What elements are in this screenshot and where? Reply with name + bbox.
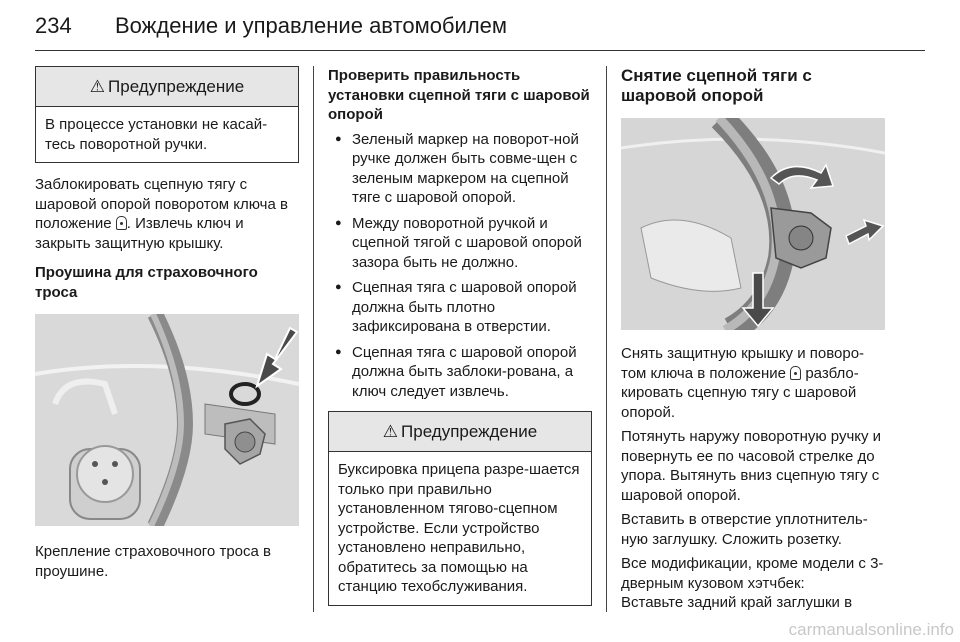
warning-heading: ⚠ Предупреждение: [329, 412, 591, 452]
warning-box: [35, 66, 299, 163]
check-item: ● Сцепная тяга с шаровой опорой должна быть заблоки-рована, а ключ следует извлечь.: [328, 343, 592, 402]
watermark: carmanualsonline.info: [788, 620, 954, 639]
check-heading: Проверить правильность установки сцепной тяги с шаровой опорой: [328, 67, 590, 123]
column-divider-1: [313, 66, 314, 612]
column-left: [35, 66, 299, 581]
removal-step-4: Все модификации, кроме модели с 3-дверным кузовом хэтчбек:: [621, 555, 884, 592]
check-list: [328, 130, 592, 402]
lock-instruction: Заблокировать сцепную тягу с шаровой опорой поворотом ключа в положение . Извлечь ключ и закрыть защитную крышку.: [35, 176, 288, 252]
key-unlock-icon: [790, 366, 801, 380]
column-right: [621, 66, 887, 613]
page-number: 234: [35, 13, 72, 38]
removal-illustration: [621, 118, 885, 330]
eyelet-figure: [35, 314, 299, 526]
eyelet-caption: Крепление страховочного троса в проушине.: [35, 543, 271, 580]
check-item: ● Сцепная тяга с шаровой опорой должна быть плотно зафиксирована в отверстии.: [328, 278, 592, 337]
removal-step-1: Снять защитную крышку и поворо-том ключа в положение разбло-кировать сцепную тягу с шаровой опорой.: [621, 345, 865, 421]
warning-triangle-icon: ⚠: [89, 76, 106, 96]
removal-section-title: Снятие сцепной тяги с шаровой опорой: [621, 66, 812, 105]
warning-heading: ⚠ Предупреждение: [36, 67, 298, 107]
check-item: ● Между поворотной ручкой и сцепной тягой с шаровой опорой зазора быть не должно.: [328, 214, 592, 273]
removal-step-2: Потянуть наружу поворотную ручку и повернуть ее по часовой стрелке до упора. Вытянуть вниз сцепную тягу с шаровой опорой.: [621, 428, 882, 504]
chapter-title: Вождение и управление автомобилем: [115, 13, 508, 38]
key-lock-icon: [116, 216, 127, 230]
page-header: [35, 10, 925, 50]
eyelet-heading: Проушина для страховочного троса: [35, 264, 258, 301]
eyelet-illustration: [35, 314, 299, 526]
removal-step-5: Вставьте задний край заглушки в: [621, 594, 853, 611]
warning-text: В процессе установки не касай-тесь поворотной ручки.: [45, 116, 268, 153]
warning-triangle-icon: ⚠: [382, 421, 399, 441]
column-middle: [328, 66, 592, 606]
warning-box-towing: [328, 411, 592, 606]
warning-text: Буксировка прицепа разре-шается только при правильно установленном тягово-сцепном устройстве. Если устройство установлено неправильно, обратитесь за помощью на станцию техобслуживания.: [338, 461, 580, 595]
header-rule: [35, 50, 925, 51]
column-divider-2: [606, 66, 607, 612]
removal-step-3: Вставить в отверстие уплотнитель-ную заглушку. Сложить розетку.: [621, 511, 868, 548]
check-item: ● Зеленый маркер на поворот-ной ручке должен быть совме-щен с зеленым маркером на сцепной тяге с шаровой опорой.: [328, 130, 592, 208]
removal-figure: [621, 118, 885, 330]
